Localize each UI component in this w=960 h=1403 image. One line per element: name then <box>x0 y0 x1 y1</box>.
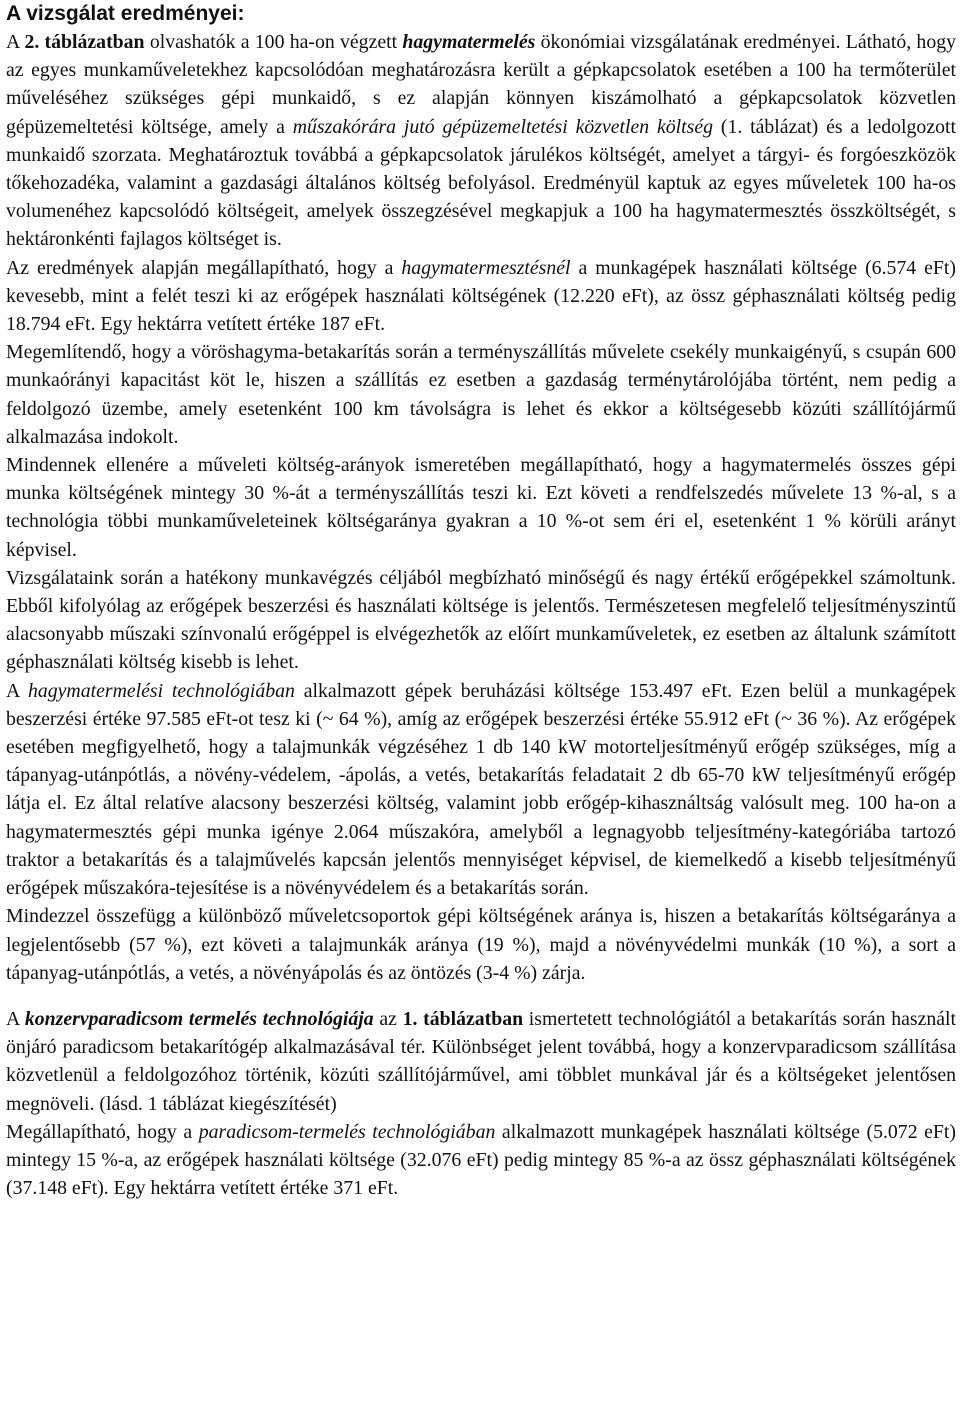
document-page <box>6 0 956 1202</box>
paragraph-tomato-technology: A konzervparadicsom termelés technológiája az 1. táblázatban ismertetett technológiától a betakarítás során használt önjáró paradicsom betakarítógép alkalmazásával tér. Különbséget jelent továbbá, hogy a konzervparadicsom szállítása közvetlenül a feldolgozóhoz történik, közúti szállítójárművel, ami többlet munkával jár és a költségeket jelentősen megnöveli. (lásd. 1 táblázat kiegészítését) <box>6 1007 957 1115</box>
section-heading: A vizsgálat eredményei: <box>6 2 245 25</box>
paragraph-onion-costs: Az eredmények alapján megállapítható, hogy a hagymatermesztésnél a munkagépek használati költsége (6.574 eFt) kevesebb, mint a felét teszi ki az erőgépek használati költségének (12.220 eFt), az össz géphasználati költség pedig 18.794 eFt. Egy hektárra vetített értéke 187 eFt. <box>6 256 956 336</box>
paragraph-transport: Megemlítendő, hogy a vöröshagyma-betakarítás során a terményszállítás művelete csekély munkaigényű, s csupán 600 munkaórányi kapacitást köt le, hiszen a szállítás ez esetben a gazdaság terménytárolójába történt, nem pedig a feldolgozó üzembe, amely esetenként 100 km távolságra is lehet és ekkor a költségesebb közúti szállítójármű alkalmazása indokolt. <box>6 341 956 448</box>
paragraph-investment: A hagymatermelési technológiában alkalmazott gépek beruházási költsége 153.497 eFt. Ezen belül a munkagépek beszerzési értéke 97.585 eFt-ot tesz ki (~ 64 %), amíg az erőgépek beszerzési értéke 55.912 eFt (~ 36 %). Az erőgépek esetében megfigyelhető, hogy a talajmunkák végzéséhez 1 db 140 kW motorteljesítményű erőgép szükséges, míg a tápanyag-utánpótlás, a növény-védelem, -ápolás, a vetés, betakarítás feladatait 2 db 65-70 kW teljesítményű erőgép látja el. Ez által relatíve alacsony beszerzési költség, valamint jobb erőgép-kihasználtság valósult meg. 100 ha-on a hagymatermesztés gépi munka igénye 2.064 műszakóra, amelyből a legnagyobb teljesítmény-kategóriába tartozó traktor a betakarítás és a talajművelés kapcsán jelentős mennyiséget képvisel, de kiemelkedő a kisebb teljesítményű erőgépek műszakóra-tejesítése is a növényvédelem és a betakarítás során. <box>6 679 956 900</box>
paragraph-cost-ratios: Mindennek ellenére a műveleti költség-arányok ismeretében megállapítható, hogy a hagymatermelés összes gépi munka költségének mintegy 30 %-át a terményszállítás teszi ki. Ezt követi a rendfelszedés művelete 13 %-al, s a technológia többi munkaműveleteinek költségaránya gyakran a 10 %-ot sem éri el, esetenként 1 % körüli arányt képvisel. <box>6 454 956 561</box>
paragraph-operation-groups: Mindezzel összefügg a különböző műveletcsoportok gépi költségének aránya is, hiszen a betakarítás költségaránya a legjelentősebb (57 %), ezt követi a talajmunkák aránya (19 %), majd a növényvédelmi munkák (10 %), a sort a tápanyag-utánpótlás, a vetés, a növényápolás és az öntözés (3-4 %) zárja. <box>6 905 956 984</box>
paragraph-tomato-costs: Megállapítható, hogy a paradicsom-termelés technológiában alkalmazott munkagépek használati költsége (5.072 eFt) mintegy 15 %-a, az erőgépek használati költsége (32.076 eFt) pedig mintegy 85 %-a az össz géphasználati költségének (37.148 eFt). Egy hektárra vetített értéke 371 eFt. <box>6 1120 957 1200</box>
paragraph-tractors: Vizsgálataink során a hatékony munkavégzés céljából megbízható minőségű és nagy értékű erőgépekkel számoltunk. Ebből kifolyólag az erőgépek beszerzési és használati költsége is jelentős. Természetesen megfelelő teljesítményszintű alacsonyabb műszaki színvonalú erőgéppel is elvégezhetők az előírt munkaműveletek, ez esetben az általunk számított géphasználati költség kisebb is lehet. <box>6 566 956 674</box>
paragraph-onion-results: A 2. táblázatban olvashatók a 100 ha-on végzett hagymatermelés ökonómiai vizsgálatának eredményei. Látható, hogy az egyes munkaműveletekhez kapcsolódóan meghatározásra került a gépkapcsolatok esetében a 100 ha termőterület műveléséhez szükséges gépi munkaidő, s ez alapján könnyen kiszámolható a gépkapcsolatok közvetlen gépüzemeltetési költsége, amely a műszakórára jutó gépüzemeltetési közvetlen költség (1. táblázat) és a ledolgozott munkaidő szorzata. Meghatároztuk továbbá a gépkapcsolatok járulékos költségét, amelyet a tárgyi- és forgóeszközök tőkehozadéka, valamint a gazdasági általános költség befolyásol. Eredményül kaptuk az egyes műveletek 100 ha-os volumenéhez kapcsolódó költségeit, amelyek összegzésével megkapjuk a 100 ha hagymatermesztés összköltségét, s hektáronkénti fajlagos költséget is. <box>6 31 956 251</box>
